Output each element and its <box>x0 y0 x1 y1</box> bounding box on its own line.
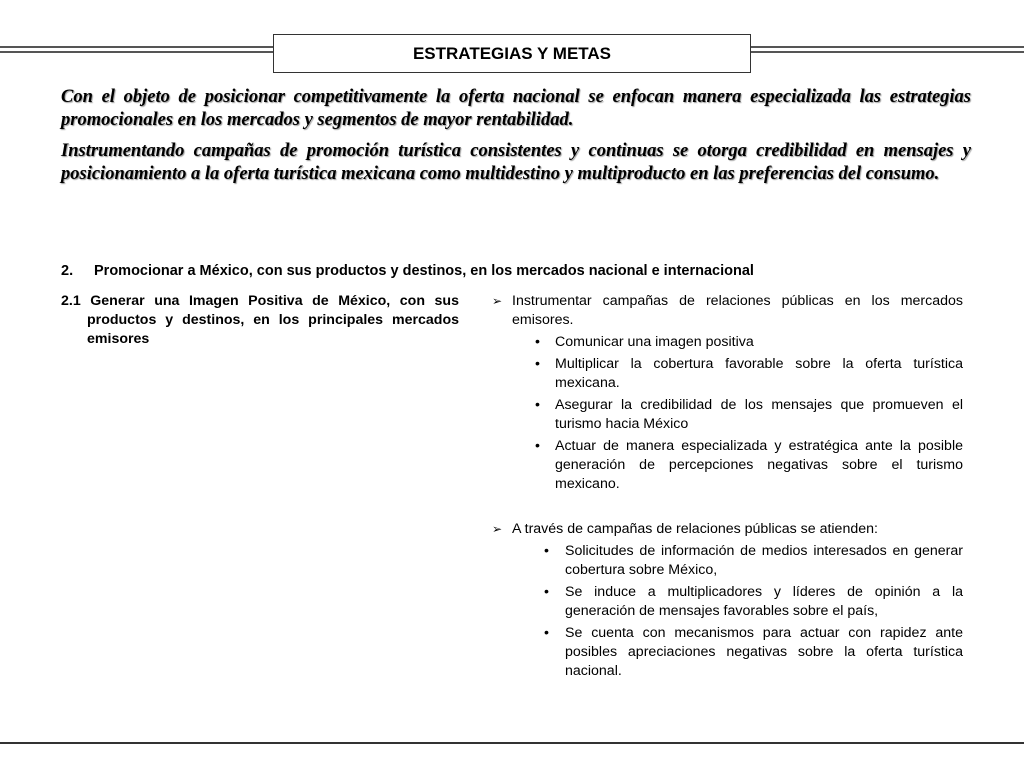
list-item <box>492 396 963 434</box>
list-item-text: Comunicar una imagen positiva <box>555 334 754 350</box>
actions-column <box>492 292 963 684</box>
action-block-2-text: A través de campañas de relaciones públicas se atienden: <box>512 521 878 537</box>
bullet-icon: • <box>544 625 549 641</box>
action-block-1 <box>492 292 963 330</box>
list-item-text: Asegurar la credibilidad de los mensajes que promueven el turismo hacia México <box>555 397 963 432</box>
intro-paragraph-1: Con el objeto de posicionar competitivamente la oferta nacional se enfocan manera especializada las estrategias promocionales en los mercados y segmentos de mayor rentabilidad. <box>61 87 971 130</box>
list-item-text: Actuar de manera especializada y estratégica ante la posible generación de percepciones negativas sobre el turismo mexicano. <box>555 438 963 492</box>
intro-paragraph-2: Instrumentando campañas de promoción turística consistentes y continuas se otorga credibilidad en mensajes y posicionamiento a la oferta turística mexicana como multidestino y multiproducto en las preferencias del consumo. <box>61 141 971 184</box>
list-item <box>492 437 963 494</box>
action-block-1-text: Instrumentar campañas de relaciones públicas en los mercados emisores. <box>512 293 963 328</box>
bullet-icon: • <box>535 438 540 454</box>
bullet-icon: • <box>544 584 549 600</box>
list-item <box>492 542 963 580</box>
page-title-box <box>273 34 751 73</box>
bullet-icon: • <box>544 543 549 559</box>
section-number: 2. <box>61 263 74 279</box>
arrow-bullet-icon: ➢ <box>492 294 503 308</box>
bullet-icon: • <box>535 334 540 350</box>
action-block-2-list <box>492 542 963 681</box>
bullet-icon: • <box>535 397 540 413</box>
section-heading <box>61 263 981 279</box>
strategy-column <box>61 292 459 349</box>
strategy-text: 2.1 Generar una Imagen Positiva de México, con sus productos y destinos, en los principales mercados emisores <box>61 293 459 347</box>
list-item <box>492 624 963 681</box>
action-block-1-list <box>492 333 963 494</box>
list-item <box>492 583 963 621</box>
list-item-text: Se induce a multiplicadores y líderes de opinión a la generación de mensajes favorables sobre el país, <box>565 584 963 619</box>
bullet-icon: • <box>535 356 540 372</box>
page-title: ESTRATEGIAS Y METAS <box>412 43 612 63</box>
list-item <box>492 333 963 352</box>
bottom-rule-line <box>0 742 1024 744</box>
list-item-text: Se cuenta con mecanismos para actuar con rapidez ante posibles apreciaciones negativas sobre la oferta turística nacional. <box>565 625 963 679</box>
action-block-2 <box>492 520 963 539</box>
arrow-bullet-icon: ➢ <box>492 522 503 536</box>
intro-text <box>61 86 971 194</box>
list-item-text: Multiplicar la cobertura favorable sobre la oferta turística mexicana. <box>555 356 963 391</box>
list-item-text: Solicitudes de información de medios interesados en generar cobertura sobre México, <box>565 543 963 578</box>
section-heading-text: Promocionar a México, con sus productos y destinos, en los mercados nacional e internacional <box>94 263 754 279</box>
list-item <box>492 355 963 393</box>
